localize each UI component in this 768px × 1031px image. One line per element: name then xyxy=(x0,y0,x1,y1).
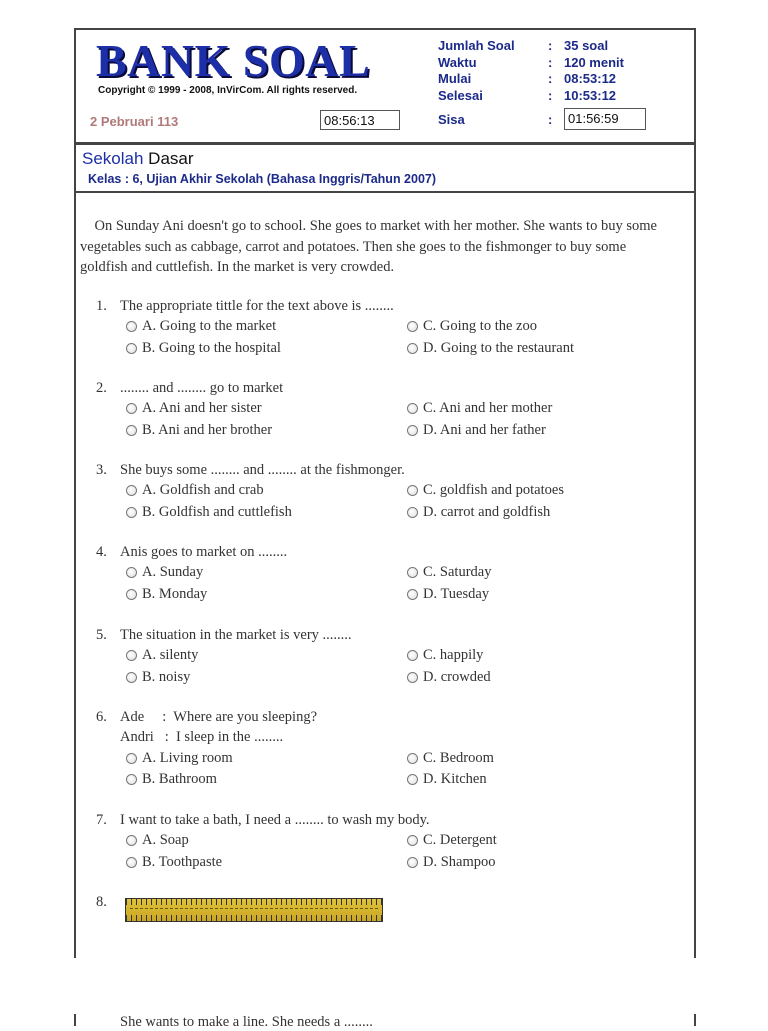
radio-icon[interactable] xyxy=(126,835,137,846)
info-colon: : xyxy=(548,111,553,127)
radio-icon[interactable] xyxy=(126,425,137,436)
question-text-line-2: Andri : I sleep in the ........ xyxy=(120,729,284,745)
option-label: D. Kitchen xyxy=(423,771,487,787)
radio-icon[interactable] xyxy=(407,321,418,332)
option-b[interactable] xyxy=(126,854,222,871)
info-colon: : xyxy=(548,54,553,70)
remaining-time-row xyxy=(438,108,646,130)
reading-passage xyxy=(80,216,670,278)
radio-icon[interactable] xyxy=(126,650,137,661)
option-a[interactable] xyxy=(126,750,233,767)
radio-icon[interactable] xyxy=(407,857,418,868)
ruler-image xyxy=(125,898,383,922)
info-value: 35 soal xyxy=(564,38,609,53)
option-a[interactable] xyxy=(126,482,264,499)
question-number: 6. xyxy=(96,709,107,725)
radio-icon[interactable] xyxy=(126,857,137,868)
option-label: C. Going to the zoo xyxy=(423,318,537,334)
radio-icon[interactable] xyxy=(126,753,137,764)
info-value: 10:53:12 xyxy=(564,87,617,103)
option-label: C. Bedroom xyxy=(423,750,494,766)
option-label: A. Soap xyxy=(142,832,189,848)
radio-icon[interactable] xyxy=(407,589,418,600)
radio-icon[interactable] xyxy=(407,425,418,436)
sisa-label: Sisa xyxy=(438,111,465,127)
info-key: Waktu xyxy=(438,54,477,70)
option-a[interactable] xyxy=(126,647,198,664)
option-label: D. Tuesday xyxy=(423,586,490,602)
school-bar xyxy=(76,145,694,193)
info-value: 08:53:12 xyxy=(564,71,617,86)
option-c[interactable] xyxy=(407,482,564,499)
option-c[interactable] xyxy=(407,832,497,849)
question-number: 4. xyxy=(96,544,107,560)
option-label: B. Bathroom xyxy=(142,771,217,787)
school-title-sekolah: Sekolah xyxy=(82,149,144,168)
info-row-selesai xyxy=(438,88,624,105)
option-label: D. Going to the restaurant xyxy=(423,340,575,356)
radio-icon[interactable] xyxy=(407,507,418,518)
option-d[interactable] xyxy=(407,586,489,603)
option-label: D. Ani and her father xyxy=(423,422,546,438)
option-c[interactable] xyxy=(407,647,483,664)
school-title xyxy=(82,149,194,169)
question-text: The situation in the market is very ........ xyxy=(120,627,352,643)
info-key: Jumlah Soal xyxy=(438,38,515,53)
radio-icon[interactable] xyxy=(126,485,137,496)
option-b[interactable] xyxy=(126,340,281,357)
radio-icon[interactable] xyxy=(407,672,418,683)
radio-icon[interactable] xyxy=(407,567,418,578)
option-label: A. Sunday xyxy=(142,564,204,580)
option-label: B. Going to the hospital xyxy=(142,340,281,356)
option-a[interactable] xyxy=(126,318,276,335)
option-a[interactable] xyxy=(126,564,203,581)
radio-icon[interactable] xyxy=(126,403,137,414)
info-value: 120 menit xyxy=(564,54,624,70)
option-d[interactable] xyxy=(407,504,550,521)
remaining-time-field: 01:56:59 xyxy=(564,108,646,130)
option-label: C. happily xyxy=(423,647,484,663)
radio-icon[interactable] xyxy=(126,672,137,683)
info-row-jumlah-soal xyxy=(438,38,624,55)
cut-off-question-text: She wants to make a line. She needs a ........ xyxy=(120,1014,373,1030)
question-text: Ade : Where are you sleeping? xyxy=(120,709,318,725)
option-c[interactable] xyxy=(407,750,494,767)
radio-icon[interactable] xyxy=(407,343,418,354)
clock-field: 08:56:13 xyxy=(320,110,400,130)
option-b[interactable] xyxy=(126,504,292,521)
question-text: I want to take a bath, I need a ........ to wash my body. xyxy=(120,812,430,828)
copyright: Copyright © 1999 - 2008, InVirCom. All rights reserved. xyxy=(98,85,358,96)
info-colon: : xyxy=(548,38,553,53)
info-row-waktu xyxy=(438,55,624,72)
option-label: C. Detergent xyxy=(423,832,497,848)
passage-text: On Sunday Ani doesn't go to school. She goes to market with her mother. She wants to buy some vegetables such as cabbage, carrot and potatoes. Then she goes to the fishmonger to buy some goldfish and cuttlefish. In the market is very crowded. xyxy=(80,218,657,275)
question-text: ........ and ........ go to market xyxy=(120,380,284,396)
info-key: Mulai xyxy=(438,71,472,86)
option-a[interactable] xyxy=(126,832,189,849)
option-label: C. goldfish and potatoes xyxy=(423,482,564,498)
option-label: A. Goldfish and crab xyxy=(142,482,264,498)
ruler-markings xyxy=(130,908,378,914)
option-label: A. Living room xyxy=(142,750,233,766)
question-number: 8. xyxy=(96,894,107,910)
radio-icon[interactable] xyxy=(407,485,418,496)
radio-icon[interactable] xyxy=(126,774,137,785)
logo: BANK SOAL xyxy=(96,35,371,86)
option-c[interactable] xyxy=(407,400,552,417)
option-d[interactable] xyxy=(407,669,491,686)
option-label: D. Shampoo xyxy=(423,854,496,870)
info-colon: : xyxy=(548,87,553,103)
radio-icon[interactable] xyxy=(407,753,418,764)
radio-icon[interactable] xyxy=(407,774,418,785)
question-text: The appropriate tittle for the text above is ........ xyxy=(120,298,394,314)
radio-icon[interactable] xyxy=(407,403,418,414)
question-number: 7. xyxy=(96,812,107,828)
option-label: D. carrot and goldfish xyxy=(423,504,551,520)
option-label: B. Toothpaste xyxy=(142,854,223,870)
question-number: 3. xyxy=(96,462,107,478)
option-label: B. Goldfish and cuttlefish xyxy=(142,504,292,520)
option-label: D. crowded xyxy=(423,669,491,685)
option-label: C. Saturday xyxy=(423,564,492,580)
info-colon: : xyxy=(548,71,553,86)
info-key: Selesai xyxy=(438,87,483,103)
option-c[interactable] xyxy=(407,318,537,335)
school-title-dasar: Dasar xyxy=(148,149,194,168)
option-d[interactable] xyxy=(407,340,574,357)
exam-frame xyxy=(74,28,696,958)
option-label: B. Ani and her brother xyxy=(142,422,273,438)
option-b[interactable] xyxy=(126,586,207,603)
option-label: C. Ani and her mother xyxy=(423,400,553,416)
option-c[interactable] xyxy=(407,564,491,581)
option-a[interactable] xyxy=(126,400,262,417)
option-b[interactable] xyxy=(126,669,190,686)
question-number: 1. xyxy=(96,298,107,314)
question-number: 2. xyxy=(96,380,107,396)
option-label: A. Ani and her sister xyxy=(142,400,262,416)
option-label: B. noisy xyxy=(142,669,191,685)
radio-icon[interactable] xyxy=(126,567,137,578)
option-d[interactable] xyxy=(407,771,487,788)
radio-icon[interactable] xyxy=(126,343,137,354)
question-text: Anis goes to market on ........ xyxy=(120,544,288,560)
info-row-mulai xyxy=(438,71,624,88)
option-d[interactable] xyxy=(407,854,496,871)
option-b[interactable] xyxy=(126,771,217,788)
question-text: She buys some ........ and ........ at the fishmonger. xyxy=(120,462,405,478)
exam-info xyxy=(438,38,624,104)
radio-icon[interactable] xyxy=(407,835,418,846)
option-label: B. Monday xyxy=(142,586,208,602)
header xyxy=(76,30,694,145)
option-label: A. Going to the market xyxy=(142,318,277,334)
radio-icon[interactable] xyxy=(407,650,418,661)
option-d[interactable] xyxy=(407,422,546,439)
option-label: A. silenty xyxy=(142,647,199,663)
class-line: Kelas : 6, Ujian Akhir Sekolah (Bahasa Inggris/Tahun 2007) xyxy=(88,172,437,186)
radio-icon[interactable] xyxy=(126,589,137,600)
radio-icon[interactable] xyxy=(126,507,137,518)
radio-icon[interactable] xyxy=(126,321,137,332)
option-b[interactable] xyxy=(126,422,272,439)
question-number: 5. xyxy=(96,627,107,643)
date-label: 2 Pebruari 113 xyxy=(90,114,179,129)
